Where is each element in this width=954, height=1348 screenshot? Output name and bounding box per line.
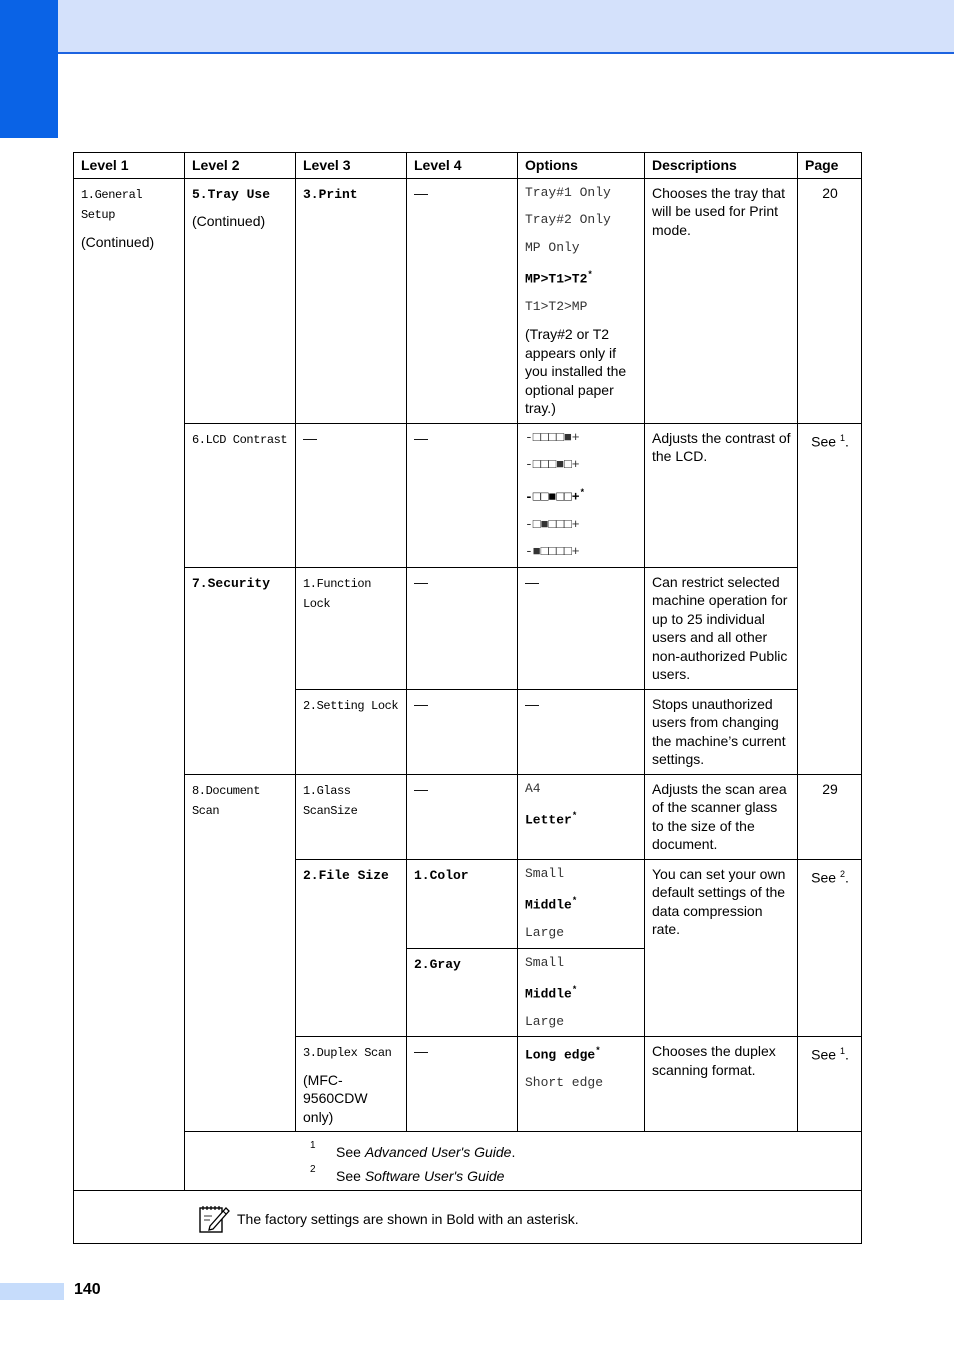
header-options: Options	[518, 153, 645, 179]
options-cell	[518, 948, 645, 1037]
description-cell: Chooses the tray that will be used for Print mode.	[645, 178, 798, 423]
note-text: The factory settings are shown in Bold with an asterisk.	[237, 1211, 579, 1228]
dash: —	[414, 184, 428, 201]
header-level2: Level 2	[185, 153, 296, 179]
description-cell: Adjusts the scan area of the scanner glass to the size of the document.	[645, 774, 798, 859]
settings-table	[73, 152, 862, 1244]
dash: —	[414, 780, 428, 797]
option-item: Tray#2 Only	[525, 212, 611, 227]
level1-continued: (Continued)	[81, 233, 155, 250]
option-item: Small	[525, 865, 565, 881]
table-row	[74, 423, 862, 567]
level4-gray: 2.Gray	[414, 956, 461, 972]
option-item: Small	[525, 954, 565, 970]
option-item-default: Middle*	[525, 896, 578, 913]
footnote-text: See Advanced User's Guide.	[336, 1144, 516, 1161]
level4-cell	[407, 567, 518, 689]
options-cell	[518, 859, 645, 948]
dash: —	[414, 429, 428, 446]
description-cell: You can set your own default settings of the data compression rate.	[645, 859, 798, 1037]
header-band	[58, 0, 954, 54]
level1-general-setup: 1.General Setup	[81, 187, 143, 222]
description-cell: Chooses the duplex scanning format.	[645, 1037, 798, 1132]
option-item-default: Middle*	[525, 985, 578, 1002]
level3-glass-scansize: 1.Glass ScanSize	[303, 783, 358, 819]
option-item: -■□□□□+	[525, 544, 580, 560]
level3-duplex-note: (MFC-9560CDW only)	[303, 1071, 368, 1125]
header-level4: Level 4	[407, 153, 518, 179]
page-cell: See $^1$.	[798, 423, 862, 774]
footnote	[192, 1137, 855, 1161]
option-item: T1>T2>MP	[525, 298, 588, 314]
options-cell	[518, 774, 645, 859]
note-cell	[74, 1191, 862, 1244]
option-item: -□■□□□+	[525, 516, 580, 532]
description-cell: Stops unauthorized users from changing the machine’s current settings.	[645, 689, 798, 774]
header-level3: Level 3	[296, 153, 407, 179]
level4-color: 1.Color	[414, 867, 469, 883]
table-row	[74, 178, 862, 423]
level2-document-scan: 8.Document Scan	[192, 783, 261, 819]
level4-color-cell	[407, 859, 518, 948]
level3-file-size-cell	[296, 859, 407, 1037]
footnote-number: 2	[310, 1164, 316, 1176]
level3-glass-scansize-cell	[296, 774, 407, 859]
header-page: Page	[798, 153, 862, 179]
option-item: A4	[525, 780, 541, 796]
level3-setting-lock: 2.Setting Lock	[303, 698, 399, 713]
page-cell: See $^2$.	[798, 859, 862, 1037]
option-item: -□□□□■+	[525, 429, 580, 445]
level2-lcd-contrast: 6.LCD Contrast	[192, 432, 288, 447]
description-cell: Adjusts the contrast of the LCD.	[645, 423, 798, 567]
level2-continued: (Continued)	[192, 213, 266, 229]
level3-print: 3.Print	[303, 186, 358, 202]
options-cell	[518, 423, 645, 567]
option-item: Large	[525, 1013, 565, 1029]
footnotes-row	[74, 1132, 862, 1191]
dash: —	[414, 1043, 428, 1060]
option-item-default: Letter*	[525, 811, 578, 828]
description-cell: Can restrict selected machine operation for up to 25 individual users and all other non-authorized Public users.	[645, 567, 798, 689]
level3-cell	[296, 423, 407, 567]
level3-setting-lock-cell	[296, 689, 407, 774]
level3-duplex-scan: 3.Duplex Scan	[303, 1046, 392, 1061]
option-item: -□□□■□+	[525, 457, 580, 473]
level2-security: 7.Security	[192, 575, 271, 591]
level3-duplex-scan-cell	[296, 1037, 407, 1132]
table-header-row	[74, 153, 862, 179]
level3-function-lock-cell	[296, 567, 407, 689]
option-item: Tray#1 Only	[525, 184, 611, 200]
options-note: (Tray#2 or T2 appears only if you installed the optional paper tray.)	[525, 326, 627, 417]
option-item: Large	[525, 925, 565, 941]
level4-cell	[407, 178, 518, 423]
option-item: MP Only	[525, 239, 580, 255]
level4-cell	[407, 1037, 518, 1132]
footnote-text: See Software User's Guide	[336, 1168, 505, 1185]
note-pencil-icon	[198, 1202, 230, 1234]
level2-tray-use-cell	[185, 178, 296, 423]
dash: —	[303, 429, 317, 446]
header-level1: Level 1	[74, 153, 185, 179]
option-item: Short edge	[525, 1075, 604, 1091]
options-cell	[518, 689, 645, 774]
option-item-default: MP>T1>T2*	[525, 270, 593, 287]
level4-cell	[407, 423, 518, 567]
level2-document-scan-cell	[185, 774, 296, 1132]
page-cell: 20	[798, 178, 862, 423]
option-item-default: Long edge*	[525, 1046, 601, 1063]
level3-file-size: 2.File Size	[303, 867, 389, 883]
options-cell	[518, 567, 645, 689]
page-number: 140	[74, 1281, 101, 1298]
dash: —	[525, 695, 539, 712]
footnote-number: 1	[310, 1140, 316, 1152]
level4-gray-cell	[407, 948, 518, 1037]
options-cell	[518, 1037, 645, 1132]
level2-tray-use: 5.Tray Use	[192, 186, 271, 202]
page-cell: See $^1$.	[798, 1037, 862, 1132]
page-number-tab	[0, 1283, 64, 1300]
level1-cell	[74, 178, 185, 1191]
dash: —	[525, 573, 539, 590]
level4-cell	[407, 689, 518, 774]
table-row	[74, 567, 862, 689]
dash: —	[414, 695, 428, 712]
chapter-tab-block	[0, 0, 58, 138]
footnote	[192, 1161, 855, 1185]
level4-cell	[407, 774, 518, 859]
header-descriptions: Descriptions	[645, 153, 798, 179]
level2-lcd-cell	[185, 423, 296, 567]
table-row	[74, 774, 862, 859]
option-item-default: -□□■□□+*	[525, 487, 586, 505]
level2-security-cell	[185, 567, 296, 774]
page-cell: 29	[798, 774, 862, 859]
note-row	[74, 1191, 862, 1244]
dash: —	[414, 573, 428, 590]
options-cell	[518, 178, 645, 423]
level3-print-cell	[296, 178, 407, 423]
level3-function-lock: 1.Function Lock	[303, 576, 372, 612]
footnotes-cell	[185, 1132, 862, 1191]
